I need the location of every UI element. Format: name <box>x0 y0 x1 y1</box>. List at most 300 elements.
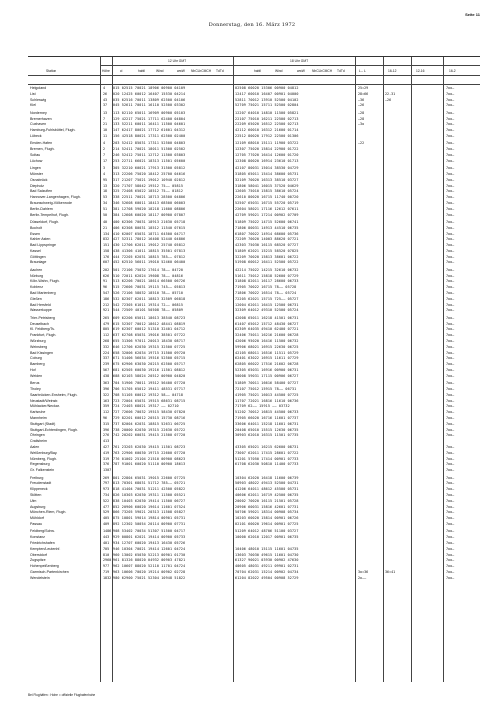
station-group <box>28 141 480 164</box>
extra-col-1: —26 <box>358 103 365 108</box>
station-number: 977 <box>103 564 110 569</box>
obs-18z: 22512 80020 17912 22500 01306 <box>235 133 299 138</box>
station-number: 797 <box>103 481 110 486</box>
station-name: Aalen <box>30 444 40 449</box>
extra-col-4: 7oo— <box>446 147 455 152</box>
obs-12z: 801 22804 65031 19015 22600 07725 <box>113 475 186 480</box>
station-number: 401 <box>103 540 110 545</box>
obs-18z: 62401 63022 16915 11611 07729 <box>235 356 299 361</box>
station-number: 376 <box>103 462 110 467</box>
station-name: Deuselbach <box>30 321 49 326</box>
obs-18z: 32406 75011 16216 21600 06728 <box>235 333 299 338</box>
extra-col-4: 7oo— <box>446 387 455 391</box>
obs-12z: 776 01002 25104 21510 00900 08623 <box>113 456 186 461</box>
extra-col-4: 7oo— <box>446 128 455 133</box>
extra-col-1: —28 <box>358 116 365 121</box>
subheader-a-ci: ci <box>120 69 123 73</box>
station-name: Bocholt <box>30 225 42 230</box>
extra-col-4: 7oo— <box>446 410 455 415</box>
obs-18z: 42105 68011 16516 11511 05729 <box>235 350 299 355</box>
obs-18z: 51209 64012 48706 51100 03727 <box>235 529 299 534</box>
station-number: 805 <box>103 327 110 332</box>
station-number: 409 <box>103 521 110 526</box>
extra-col-2: 22-31 <box>385 91 396 96</box>
obs-18z: 22604 58021 17116 12612 07611 <box>235 206 299 211</box>
extra-col-4: 7oo— <box>446 302 455 307</box>
station-name: Köln-Wahn, Flugh. <box>30 279 60 284</box>
table-row <box>28 374 480 380</box>
extra-col-4: 7oo— <box>446 103 455 108</box>
extra-col-4: 7oo— <box>446 498 455 503</box>
obs-12z: 381 12708 59020 18218 11600 08806 <box>113 206 186 211</box>
obs-18z: 42709 59021 17214 00902 07709 <box>235 212 299 217</box>
extra-col-4: 7oo— <box>446 279 455 284</box>
extra-col-4: 7oo— <box>446 219 455 224</box>
subheader-a-dew: TdTd <box>216 69 224 73</box>
obs-18z: 31808 82011 16117 28600 06733 <box>235 279 299 284</box>
obs-12z: 203 52412 85031 17311 52500 04803 <box>113 141 186 146</box>
station-name: Klippeneck <box>30 487 48 492</box>
right-header-1: L-- L <box>359 69 366 73</box>
obs-18z: 30903 62010 16315 11501 07735 <box>235 433 299 438</box>
obs-18z: 51809 70011 16616 58400 07727 <box>235 381 299 386</box>
obs-12z: 020 12425 60012 16407 15530 04214 <box>113 91 186 96</box>
station-name: Gießen <box>30 296 42 301</box>
station-name: Passau <box>30 521 42 526</box>
obs-12z: 501 72106 75032 17614 78—— 04720 <box>113 267 184 272</box>
obs-12z: 313 22206 75020 18412 25700 04616 <box>113 171 186 176</box>
extra-col-4: 7oo— <box>446 141 455 146</box>
obs-18z: 12605 75010 15815 38610 05724 <box>235 189 299 194</box>
obs-12z: 962 10607 88020 52110 11701 04724 <box>113 564 186 569</box>
obs-12z: 406 62308 80031 18512 11540 07615 <box>113 225 186 230</box>
extra-col-4: 7oo— <box>446 444 455 449</box>
station-name: List <box>30 91 36 96</box>
station-name: Lingen <box>30 166 41 171</box>
station-number: 53 <box>103 195 108 200</box>
station-name: Bamberg <box>30 362 45 367</box>
obs-12z: 147 62417 80021 17712 61601 04312 <box>113 128 186 133</box>
obs-12z: 655 31306 97011 20013 18430 08717 <box>113 339 186 344</box>
station-name: Berus <box>30 381 40 386</box>
obs-12z: 671 51406 56034 19516 52500 05715 <box>113 356 186 361</box>
header-rule-top <box>100 65 480 66</box>
subheader-a-clouds: NhCLhCMCH <box>191 69 212 73</box>
obs-18z: 52305 65031 16916 00900 06731 <box>235 368 299 373</box>
extra-col-4: 7oo— <box>446 535 455 540</box>
obs-12z: 961 81326 88020 04932 00903 47821 <box>113 558 186 563</box>
station-number: 359 <box>103 404 110 409</box>
subheader-a-height: Höhe <box>102 69 110 73</box>
obs-18z: 51809 75022 14715 52600 06741 <box>235 219 299 224</box>
station-number: 607 <box>103 260 110 265</box>
obs-18z: 72205 62021 15715 725—— 05727 <box>235 296 299 301</box>
station-number: 10 <box>103 128 108 133</box>
extra-col-4: 7oo— <box>446 231 455 236</box>
subheader-b-dew: TdTd <box>337 69 345 73</box>
station-number: 477 <box>103 504 110 509</box>
station-number: 973 <box>103 487 110 492</box>
obs-18z: 32209 70020 15813 38601 06722 <box>235 254 299 259</box>
extra-col-4: 7oo— <box>446 569 455 574</box>
obs-18z: 73007 62011 17415 28601 07722 <box>235 450 299 455</box>
extra-col-4: 7oo— <box>446 529 455 534</box>
station-number: 134 <box>103 231 110 236</box>
station-group <box>28 268 480 314</box>
obs-12z: 761 23203 62030 19415 11501 08723 <box>113 444 186 449</box>
station-number: 4 <box>103 86 106 90</box>
station-number: 832 <box>103 237 110 242</box>
station-name: Hannover-Langenhagen, Flugh. <box>30 195 81 200</box>
station-name: Augsburg <box>30 504 46 509</box>
extra-col-4: 7oo— <box>446 189 455 194</box>
extra-col-4: 7oo— <box>446 171 455 176</box>
subheader-b-www: wwW <box>297 69 305 73</box>
extra-col-4: 7oo— <box>446 433 455 438</box>
station-name: Bad Marienberg <box>30 291 56 296</box>
extra-col-4: 7oo— <box>446 296 455 301</box>
obs-18z: 42008 65011 16218 41501 06731 <box>235 315 299 320</box>
obs-12z: 430 12706 62011 19012 25740 05812 <box>113 243 186 248</box>
station-name: Bad Salzuflen <box>30 189 53 194</box>
station-name: Aachen <box>30 267 43 272</box>
obs-18z: 33606 64011 15218 11601 06731 <box>235 421 299 426</box>
station-name: Bad Lippspringe <box>30 243 56 248</box>
station-group <box>28 529 480 581</box>
station-number: 265 <box>103 315 110 320</box>
extra-col-4: 7oo— <box>446 267 455 272</box>
station-group <box>28 166 480 218</box>
obs-18z: 71905 70022 16715 78—— 05728 <box>235 285 297 290</box>
page-heading: Donnerstag, den 16. März 1972 <box>208 22 296 28</box>
station-number: 95 <box>103 177 108 182</box>
obs-18z: 10304 62020 16418 11600 06739 <box>235 475 299 480</box>
station-number: 1486 <box>103 529 112 534</box>
station-number: 319 <box>103 456 110 461</box>
station-group <box>28 86 480 109</box>
station-column-header: Station <box>46 69 57 73</box>
obs-18z: 72107 75012 15915 78—— 06731 <box>235 387 297 391</box>
subheader-b-habll: habll <box>254 69 261 73</box>
extra-col-4: 7oo— <box>446 398 455 403</box>
extra-col-4: 7oo— <box>446 212 455 217</box>
obs-18z: 51201 57050 17414 00901 07733 <box>235 456 299 461</box>
extra-col-4: 7oo— <box>446 487 455 492</box>
extra-col-1: —22 <box>358 141 365 146</box>
extra-col-4: 7oo— <box>446 285 455 290</box>
station-number: 734 <box>103 492 110 497</box>
station-number: 921 <box>103 308 110 313</box>
extra-col-4: 7oo— <box>446 575 455 580</box>
obs-12z: 214 52411 70021 18011 51500 02502 <box>113 147 186 152</box>
station-name: Osnabrück <box>30 177 48 182</box>
obs-12z: 908 53402 70034 51307 51500 04717 <box>113 529 186 534</box>
extra-col-4: 7oo— <box>446 450 455 455</box>
obs-18z: 71806 80031 14913 44510 06735 <box>235 225 299 230</box>
extra-col-4: 7oo— <box>446 308 455 313</box>
obs-12z: 510 72011 62024 19608 78—— 04816 <box>113 273 184 278</box>
obs-18z: 12109 68010 15111 11900 03722 <box>235 141 299 146</box>
station-name: Cuxhaven <box>30 122 47 127</box>
extra-col-4: 7oo— <box>446 116 455 121</box>
extra-col-4: 7oo— <box>446 558 455 563</box>
extra-col-1: 2o—— <box>358 575 367 580</box>
station-name: Karlsruhe <box>30 410 46 415</box>
station-name: Diepholz <box>30 183 44 188</box>
obs-12z: 615 52307 70012 18612 48441 08819 <box>113 321 186 326</box>
station-number: 176 <box>103 254 110 259</box>
obs-12z: 838 10403 62030 19414 11500 06727 <box>113 498 186 503</box>
obs-18z: 70704 62031 15214 00902 04734 <box>235 569 299 574</box>
station-number: 7 <box>103 152 106 157</box>
obs-12z: 688 02103 58024 20512 00900 04820 <box>113 373 186 378</box>
station-number: 50 <box>103 212 108 217</box>
station-name: Nürburg <box>30 273 43 278</box>
station-number: 567 <box>103 368 110 373</box>
obs-12z: 526 72106 58032 18510 78—— 05710 <box>113 291 184 296</box>
obs-18z: 43305 65021 16215 62600 08731 <box>235 444 299 449</box>
station-number: 239 <box>103 362 110 367</box>
header-rule-bottom <box>28 84 480 85</box>
station-number: 18 <box>103 189 108 194</box>
obs-12z: 609 62206 65011 18613 38540 08723 <box>113 315 186 320</box>
station-name: Bad Hersfeld <box>30 302 51 307</box>
station-number: 529 <box>103 510 110 515</box>
extra-col-4: 7oo— <box>446 456 455 461</box>
obs-18z: 32309 64012 49310 52500 05724 <box>235 308 299 313</box>
obs-18z: 51908 60012 16411 52500 05722 <box>235 260 299 265</box>
station-number: 96 <box>103 415 108 420</box>
obs-18z: 42006 95020 16416 11500 06732 <box>235 339 299 344</box>
obs-12z: 737 82004 62031 18815 52631 06725 <box>113 421 186 426</box>
obs-18z: 02508 60020 15306 00900 04812 <box>235 86 299 90</box>
obs-12z: 646 12706 62030 19315 32500 07725 <box>113 344 186 349</box>
station-name: Helgoland <box>30 86 47 90</box>
station-number: 719 <box>103 569 110 574</box>
station-name: Oberstdorf <box>30 552 47 557</box>
obs-12z: 875 10801 59014 19814 00901 05731 <box>113 516 186 521</box>
station-number: 158 <box>103 248 110 253</box>
station-number: 438 <box>103 373 110 378</box>
obs-18z: 10406 48010 15115 11601 04735 <box>235 546 299 551</box>
obs-12z: 658 32006 62034 19715 31500 09720 <box>113 350 186 355</box>
obs-18z: 22610 80020 16715 11740 00720 <box>235 195 299 200</box>
station-number: 322 <box>103 392 110 397</box>
station-name: Öhringen <box>30 433 45 438</box>
table-row <box>28 213 480 219</box>
obs-18z: 61708 62030 50810 11400 07733 <box>235 462 299 467</box>
obs-12z: 963 10606 70020 19214 00902 02728 <box>113 569 186 574</box>
station-name: Berlin-Tempelhof, Flugh. <box>30 212 69 217</box>
extra-col-4: 7oo— <box>446 97 455 102</box>
obs-18z: 42107 80031 15014 38530 04729 <box>235 166 299 171</box>
extra-col-1: —3o <box>358 122 365 127</box>
extra-col-4: 7oo— <box>446 110 455 115</box>
extra-col-4: 7oo— <box>446 166 455 171</box>
extra-col-4: 7oo— <box>446 327 455 332</box>
extra-col-4: 7oo— <box>446 392 455 397</box>
extra-col-4: 7oo— <box>446 133 455 138</box>
station-name: Garmisch-Partenkirchen <box>30 569 69 574</box>
obs-12z: 305 32210 60021 17913 31500 05812 <box>113 166 186 171</box>
extra-col-1: —36 <box>358 97 365 102</box>
obs-18z: 50903 48022 49413 52500 04731 <box>235 481 299 486</box>
extra-col-4: 7oo— <box>446 415 455 420</box>
obs-12z: 675 62906 63030 20215 62500 05717 <box>113 362 186 367</box>
station-number: 17 <box>103 158 108 163</box>
station-name: Emden-Hafen <box>30 141 53 146</box>
table-row <box>28 576 480 582</box>
obs-18z: 12705 77020 16414 12600 01720 <box>235 152 299 157</box>
extra-col-4: 7oo— <box>446 521 455 526</box>
obs-12z: 727 72606 70032 19515 58430 07820 <box>113 410 186 415</box>
obs-12z: 515 72606 70031 19115 745—— 05813 <box>113 285 186 290</box>
station-name: Weinsberg <box>30 344 48 349</box>
station-name: Trier-Petrisberg <box>30 315 55 320</box>
station-number: 91 <box>103 279 108 284</box>
station-name: Nürnberg, Flugh. <box>30 456 57 461</box>
station-name: Kempten/Leutenhf. <box>30 546 61 551</box>
station-rows <box>28 86 480 583</box>
obs-12z: 637 62708 65031 19016 38501 07722 <box>113 333 186 338</box>
extra-col-4: 7oo— <box>446 404 455 409</box>
station-name: Bremerhaven <box>30 116 52 121</box>
extra-col-4: 7oo— <box>446 381 455 386</box>
obs-12z: 400 62306 70031 18913 21630 05718 <box>113 219 186 224</box>
station-number: 2 <box>103 147 106 152</box>
obs-12z: 723 72004 65031 19515 68631 08715 <box>113 398 186 403</box>
extra-col-4: 7oo— <box>446 475 455 480</box>
station-name: Braunlage <box>30 260 47 265</box>
station-number: 522 <box>103 498 110 503</box>
table-row <box>28 159 480 165</box>
station-number: 151 <box>103 243 110 248</box>
obs-18z: 12207 64010 14810 11500 05821 <box>235 110 299 115</box>
extra-col-4: 7oo— <box>446 552 455 557</box>
extra-col-4: 7oo— <box>446 254 455 259</box>
obs-18z: 61407 65012 15712 48430 06727 <box>235 321 299 326</box>
obs-12z: 704 51906 70011 19512 56400 07720 <box>113 381 186 386</box>
subheader-b-clouds: NhCLhCMCH <box>312 69 333 73</box>
station-group <box>28 381 480 474</box>
station-name: Zugspitze <box>30 558 46 563</box>
extra-col-4: 7oo— <box>446 344 455 349</box>
obs-18z: 71905 66020 16716 11601 07737 <box>235 415 299 420</box>
station-number: 1307 <box>103 468 112 473</box>
group-b-title: 18 Uhr GMT <box>290 59 309 63</box>
extra-col-4: 7oo— <box>446 273 455 278</box>
obs-12z: 045 52611 70011 16110 52500 03302 <box>113 103 186 108</box>
station-name: Stötten <box>30 492 42 497</box>
station-name: Soltau <box>30 152 41 157</box>
station-name: Neustadt/Weinstr. <box>30 398 59 403</box>
obs-18z: 42214 75022 14215 32610 06732 <box>235 267 299 272</box>
obs-12z: 826 10303 62030 19311 11500 05521 <box>113 492 186 497</box>
station-name: Coburg <box>30 356 42 361</box>
obs-12z: 320 71707 58042 19512 75—— 05815 <box>113 183 184 188</box>
station-number: 112 <box>103 333 110 338</box>
station-number: 1832 <box>103 575 112 580</box>
obs-12z: 818 41404 70031 51211 42500 05822 <box>113 487 186 492</box>
obs-12z: 113 02110 65011 16909 00900 05103 <box>113 110 186 115</box>
station-name: Göttingen <box>30 254 46 259</box>
obs-12z: 156 42518 80021 17311 62500 02400 <box>113 133 186 138</box>
obs-12z: 325 72408 65022 18512 75—— 01812 <box>113 189 184 194</box>
obs-18z: 20906 60031 15816 42601 07731 <box>235 504 299 509</box>
extra-col-4: 7oo— <box>446 158 455 163</box>
station-name: Frankfurt, Flugh. <box>30 333 57 338</box>
station-group <box>28 220 480 266</box>
subheader-a-wind: Wind <box>156 69 164 73</box>
station-name: Schleswig <box>30 97 47 102</box>
extra-col-4: 7oo— <box>446 356 455 361</box>
obs-12z: 813 70301 68031 51712 785—— 05721 <box>113 481 186 486</box>
obs-12z: 338 22511 70021 18713 28500 04806 <box>113 195 186 200</box>
table-row <box>28 134 480 140</box>
obs-18z: 52811 70012 13910 52500 04102 <box>235 97 299 102</box>
extra-col-4: 7oo— <box>446 315 455 320</box>
footnote: Bei Flughäfen : Hohe = offizielle Flughafenhohe <box>28 693 96 697</box>
extra-col-4: 7oo— <box>446 368 455 373</box>
extra-col-1: 25=29 <box>358 86 369 90</box>
obs-12z: 253 22711 66021 18313 11501 05600 <box>113 158 186 163</box>
station-name: Tholey <box>30 387 41 391</box>
obs-12z: 544 72509 40101 50508 78—— 05809 <box>113 308 184 313</box>
extra-col-4: 7oo— <box>446 516 455 521</box>
station-name: Freudenstadt <box>30 481 52 486</box>
obs-12z: 410 62007 65031 18711 64500 04717 <box>113 231 186 236</box>
station-number: 43 <box>103 97 108 102</box>
station-number: 163 <box>103 398 110 403</box>
extra-col-4: 7oo— <box>446 427 455 432</box>
obs-12z: 934 12707 60020 19413 16430 05726 <box>113 540 186 545</box>
obs-12z: 738 20000 62030 19315 22630 05722 <box>113 427 186 432</box>
station-name: Crailsheim <box>30 439 47 444</box>
station-name: Hohenpeißenberg <box>30 564 59 569</box>
station-number: 51 <box>103 206 108 211</box>
station-number: 3 <box>103 166 106 171</box>
station-name: Koblenz <box>30 285 43 290</box>
obs-12z: 384 12608 60020 18117 00900 07807 <box>113 212 186 217</box>
subheader-a-www: wwW <box>177 69 185 73</box>
station-name: Mannheim <box>30 415 47 420</box>
station-number: 2960 <box>103 558 112 563</box>
extra-col-4: 7oo— <box>446 504 455 509</box>
extra-col-4: 7oo— <box>446 321 455 326</box>
station-name: Hof <box>30 368 36 373</box>
station-name: Bremen, Flugh. <box>30 147 55 152</box>
extra-col-4: 7oo— <box>446 468 455 473</box>
obs-12z: 980 62900 75021 52304 10948 51822 <box>113 575 186 580</box>
station-number: 34 <box>103 200 108 205</box>
obs-12z: 681 62505 60030 19216 11501 08812 <box>113 368 186 373</box>
station-name: Würzburg <box>30 339 46 344</box>
obs-18z: 02101 60020 19614 00901 07725 <box>235 521 299 526</box>
station-name: Bad Kissingen <box>30 350 53 355</box>
extra-col-4: 7oo— <box>446 206 455 211</box>
observation-table <box>28 56 480 682</box>
station-name: Norderney <box>30 110 47 115</box>
extra-col-2: —26 <box>385 97 392 102</box>
obs-12z: 246 52412 75011 12712 11500 03803 <box>113 152 186 157</box>
obs-12z: 729 82201 60012 20515 15730 08716 <box>113 415 186 420</box>
obs-12z: 763 22906 60030 19715 22600 07720 <box>113 450 186 455</box>
obs-12z: 946 10304 70021 19414 12601 04724 <box>113 546 186 551</box>
station-number: 276 <box>103 433 110 438</box>
page-number: Seite 11 <box>465 12 480 17</box>
obs-12z: 015 02515 70021 18906 00900 04109 <box>113 86 186 90</box>
station-number: 332 <box>103 344 110 349</box>
